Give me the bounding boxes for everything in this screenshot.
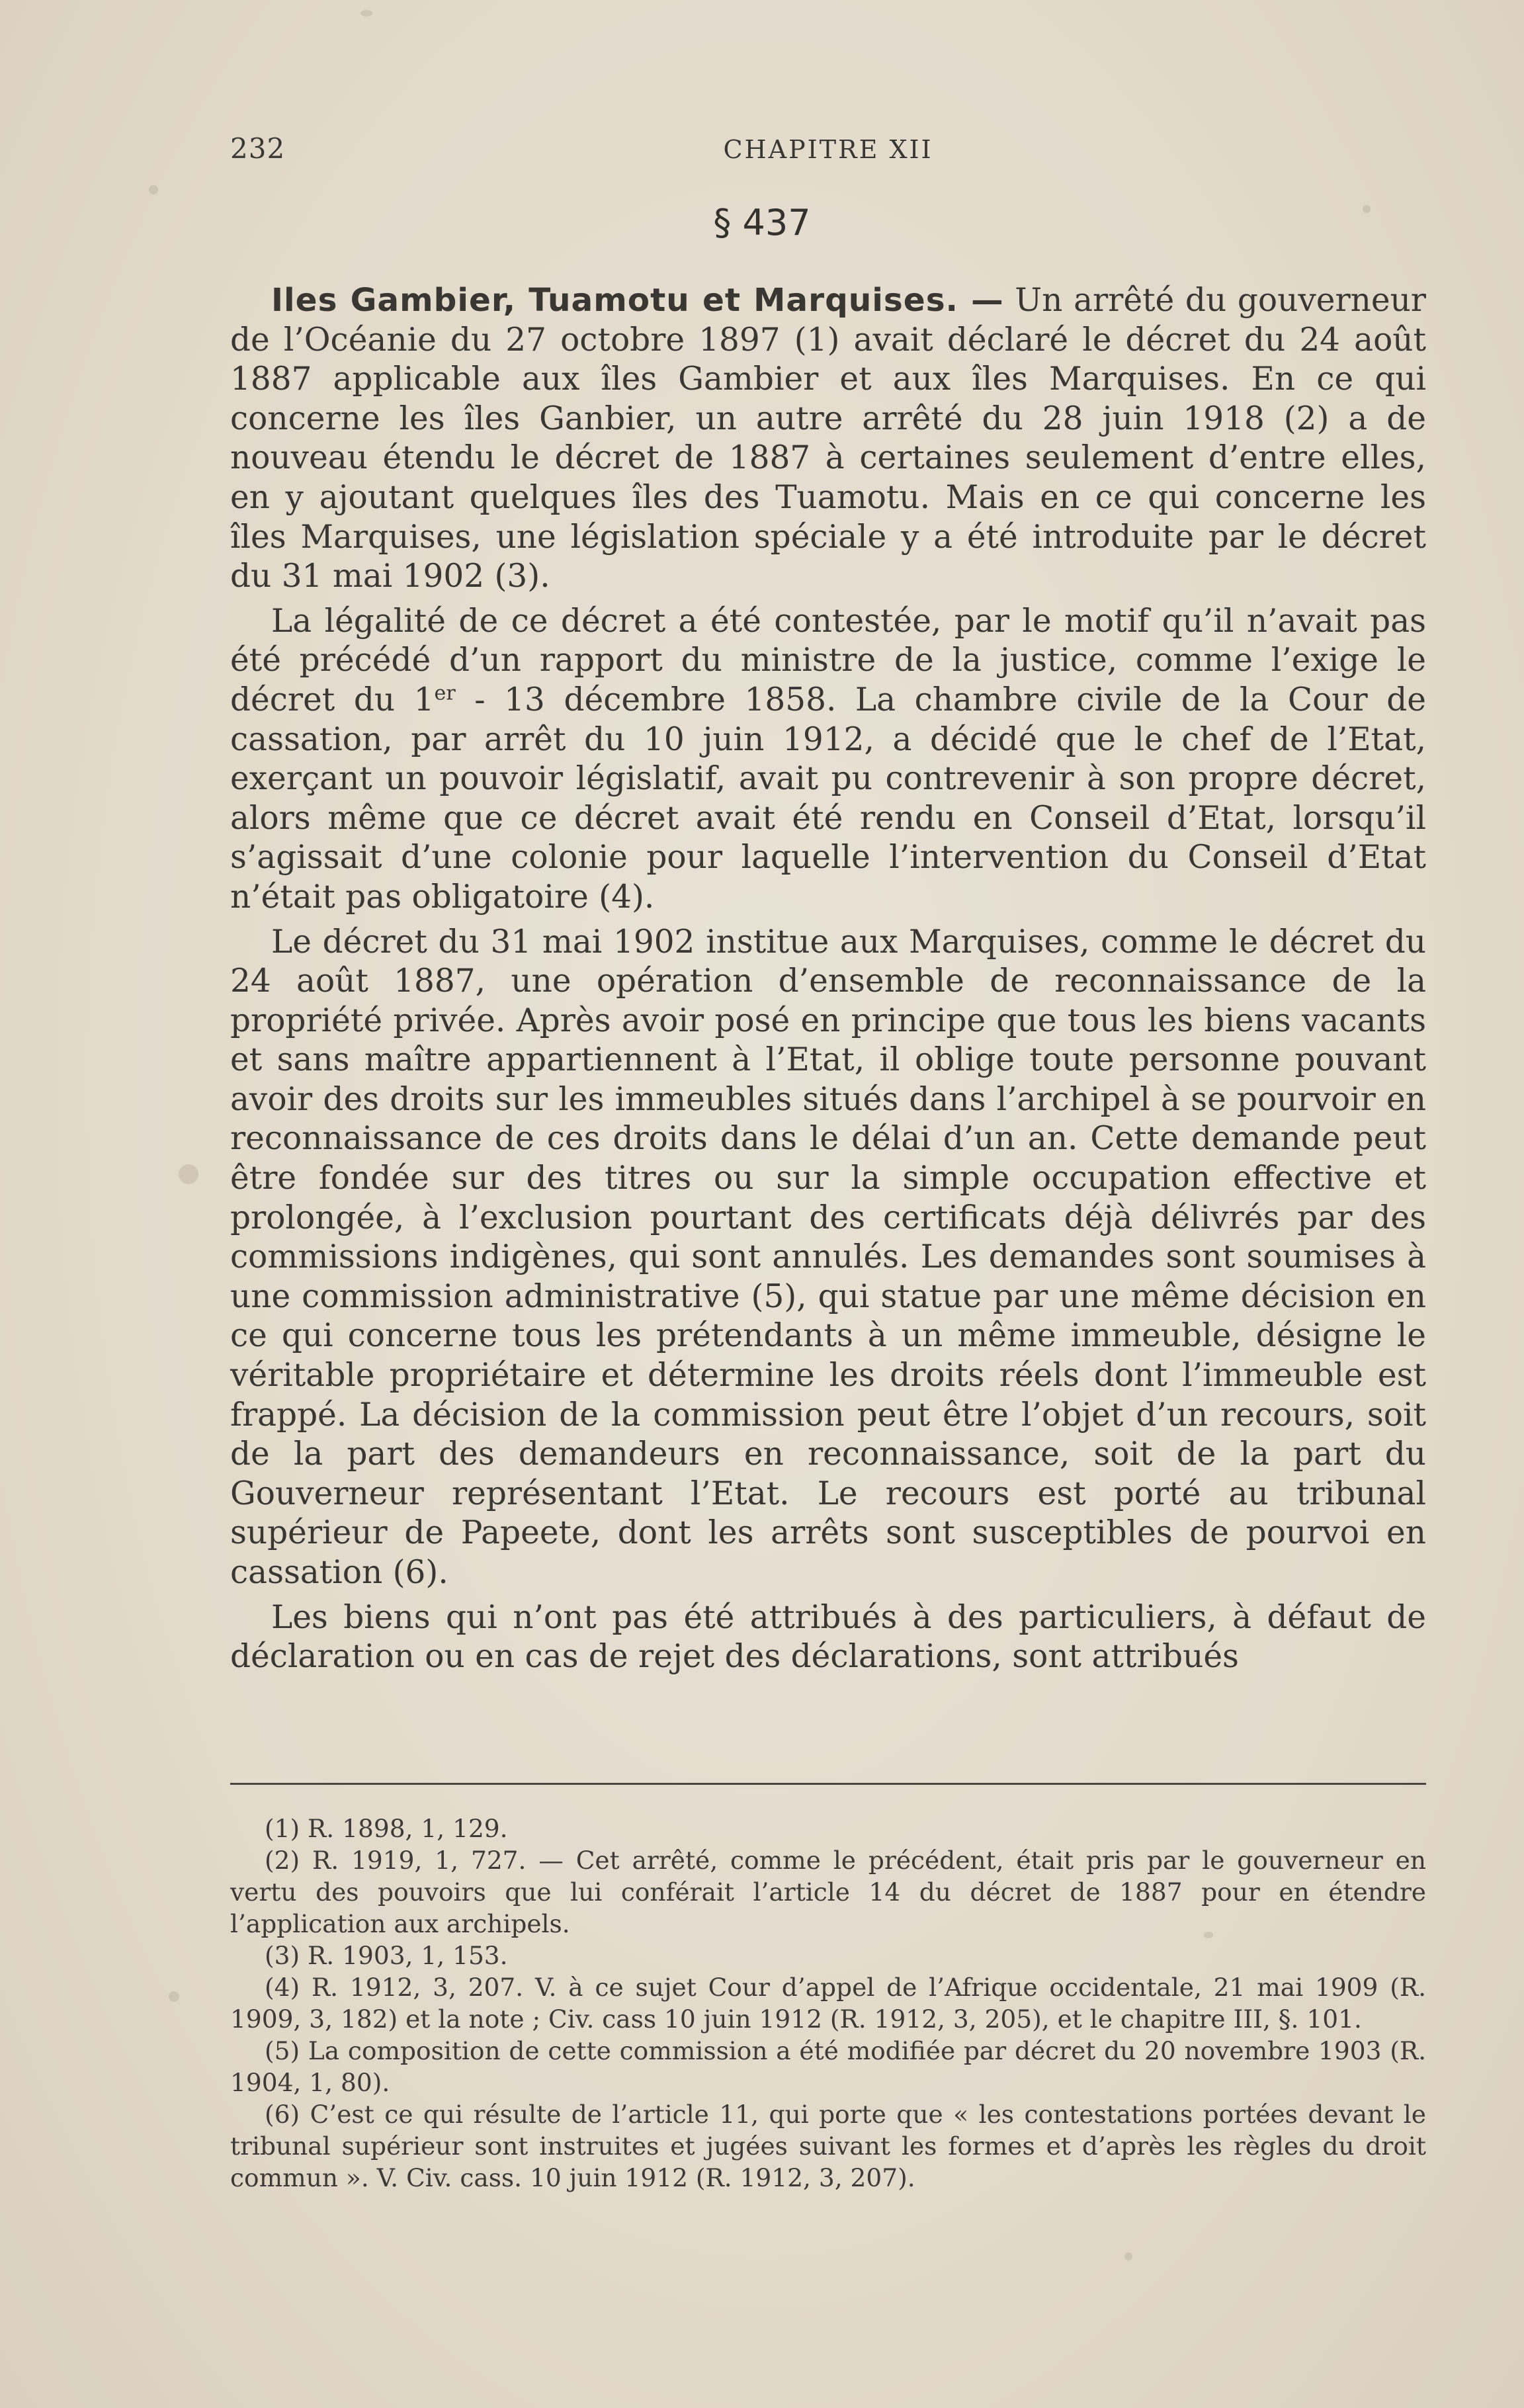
section-heading: Iles Gambier, Tuamotu et Marquises. —	[271, 282, 1004, 319]
paragraph-text: Un arrêté du gouverneur de l’Océanie du 27 octobre 1897 (1) avait déclaré le décret du 24 août 1887 applicable aux îles Gambier et aux îles Marquises. En ce qui concerne les îles Ganbier, un autre arrêté du 28 juin 1918 (2) a de nouveau étendu le décret de 1887 à certaines seulement d’entre elles, en y ajoutant quelques îles des Tuamotu. Mais en ce qui concerne les îles Marquises, une législation spéciale y a été introduite par le décret du 31 mai 1902 (3).	[230, 282, 1426, 595]
paragraph-text: - 13 décembre 1858. La chambre civile de la Cour de cassation, par arrêt du 10 juin 1912, a décidé que le chef de l’Etat, exerçant un pouvoir législatif, avait pu contrevenir à son propre décret, alors même que ce décret avait été rendu en Conseil d’Etat, lorsqu’il s’agissait d’une colonie pour laquelle l’intervention du Conseil d’Etat n’était pas obligatoire (4).	[230, 681, 1426, 916]
paragraph-text: La légalité de ce décret a été contestée, par le motif qu’il n’avait pas été précédé d’un rapport du ministre de la justice, comme l’exige le décret du 1	[230, 602, 1426, 718]
footnote: (3) R. 1903, 1, 153.	[265, 1941, 508, 1970]
footnote: (2) R. 1919, 1, 727. — Cet arrêté, comme le précédent, était pris par le gouverneur en vertu des pouvoirs que lui conférait l’article 14 du décret de 1887 pour en étendre l’application aux archipels.	[230, 1846, 1426, 1938]
footnote: (5) La composition de cette commission a été modifiée par décret du 20 novembre 1903 (R. 1904, 1, 80).	[230, 2036, 1426, 2097]
paper-speck	[360, 10, 372, 17]
paper-speck	[1124, 2253, 1132, 2260]
footnote-divider	[230, 1783, 1426, 1785]
footnote: (6) C’est ce qui résulte de l’article 11, qui porte que « les contestations portées devant le tribunal supérieur sont instruites et jugées suivant les formes et d’après les règles du droit commun ». V. Civ. cass. 10 juin 1912 (R. 1912, 3, 207).	[230, 2100, 1426, 2192]
footnote: (4) R. 1912, 3, 207. V. à ce sujet Cour d’appel de l’Afrique occidentale, 21 mai 1909 (R. 1909, 3, 182) et la note ; Civ. cass 10 juin 1912 (R. 1912, 3, 205), et le chapitre III, §. 101.	[230, 1973, 1426, 2034]
paragraph	[230, 923, 1426, 1593]
paragraph-text: Le décret du 31 mai 1902 institue aux Marquises, comme le décret du 24 août 1887, une opération d’ensemble de reconnaissance de la propriété privée. Après avoir posé en principe que tous les biens vacants et sans maître appartiennent à l’Etat, il oblige toute personne pouvant avoir des droits sur les immeubles situés dans l’archipel à se pourvoir en reconnaissance de ces droits dans le délai d’un an. Cette demande peut être fondée sur des titres ou sur la simple occupation effective et prolongée, à l’exclusion pourtant des certificats déjà délivrés par des commissions indigènes, qui sont annulés. Les demandes sont soumises à une commission administrative (5), qui statue par une même décision en ce qui concerne tous les prétendants à un même immeuble, désigne le véritable propriétaire et détermine les droits réels dont l’immeuble est frappé. La décision de la commission peut être l’objet d’un recours, soit de la part des demandeurs en reconnaissance, soit de la part du Gouverneur représentant l’Etat. Le recours est porté au tribunal supérieur de Papeete, dont les arrêts sont susceptibles de pourvoi en cassation (6).	[230, 923, 1426, 1591]
section-number: § 437	[713, 202, 811, 243]
page-number: 232	[230, 132, 286, 165]
paragraph	[230, 1598, 1426, 1677]
paragraph	[230, 281, 1426, 597]
paper-speck	[179, 1164, 198, 1184]
page-header	[230, 132, 1426, 172]
running-head: CHAPITRE XII	[723, 135, 933, 164]
footnotes	[230, 1813, 1426, 2194]
footnote: (1) R. 1898, 1, 129.	[265, 1814, 508, 1843]
superscript: er	[434, 681, 456, 705]
paragraph	[230, 602, 1426, 918]
paragraph-text: Les biens qui n’ont pas été attribués à des particuliers, à défaut de déclaration ou en cas de rejet des déclarations, sont attribués	[230, 1598, 1426, 1676]
paper-speck	[149, 185, 158, 194]
paper-speck	[169, 1991, 179, 2002]
body-text	[230, 281, 1426, 1682]
